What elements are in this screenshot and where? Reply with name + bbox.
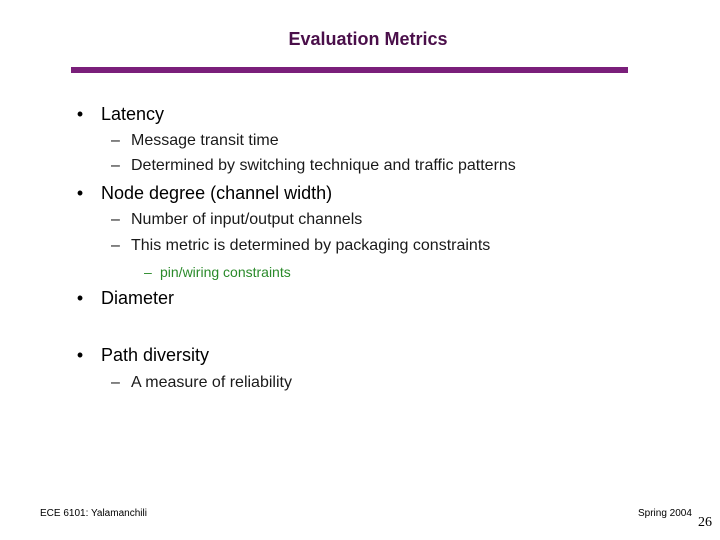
bullet-label: Node degree (channel width): [101, 183, 333, 203]
subitem-label: A measure of reliability: [131, 374, 292, 391]
subitem-label: Determined by switching technique and traffic patterns: [131, 157, 516, 174]
page-number: 26: [698, 515, 712, 530]
footer-course: ECE 6101: Yalamanchili: [40, 508, 147, 519]
dash-marker: –: [111, 132, 120, 149]
bullet-label: Latency: [101, 104, 165, 124]
bullet-marker: •: [76, 288, 84, 308]
subitem-packaging-constraints: [111, 236, 490, 256]
bullet-label: Diameter: [101, 288, 175, 308]
bullet-marker: •: [76, 183, 84, 203]
subsubitem-pin-wiring: [144, 263, 291, 281]
subitem-label: Number of input/output channels: [131, 211, 363, 228]
subitem-switching-technique: [111, 156, 516, 176]
subsubitem-label: pin/wiring constraints: [160, 264, 291, 280]
dash-marker: –: [111, 211, 120, 228]
slide-title: Evaluation Metrics: [288, 29, 448, 49]
dash-marker: –: [111, 157, 120, 174]
dash-marker: –: [111, 237, 120, 254]
footer-term: Spring 2004: [638, 508, 692, 519]
subitem-label: This metric is determined by packaging constraints: [131, 237, 491, 254]
bullet-marker: •: [76, 345, 84, 365]
dash-marker: –: [111, 374, 120, 391]
subitem-io-channels: [111, 210, 362, 230]
dash-marker: –: [144, 264, 152, 280]
subitem-reliability: [111, 373, 292, 393]
title-divider: [71, 67, 628, 73]
bullet-marker: •: [76, 104, 84, 124]
subitem-message-transit-time: [111, 131, 279, 151]
bullet-label: Path diversity: [101, 345, 210, 365]
subitem-label: Message transit time: [131, 132, 279, 149]
